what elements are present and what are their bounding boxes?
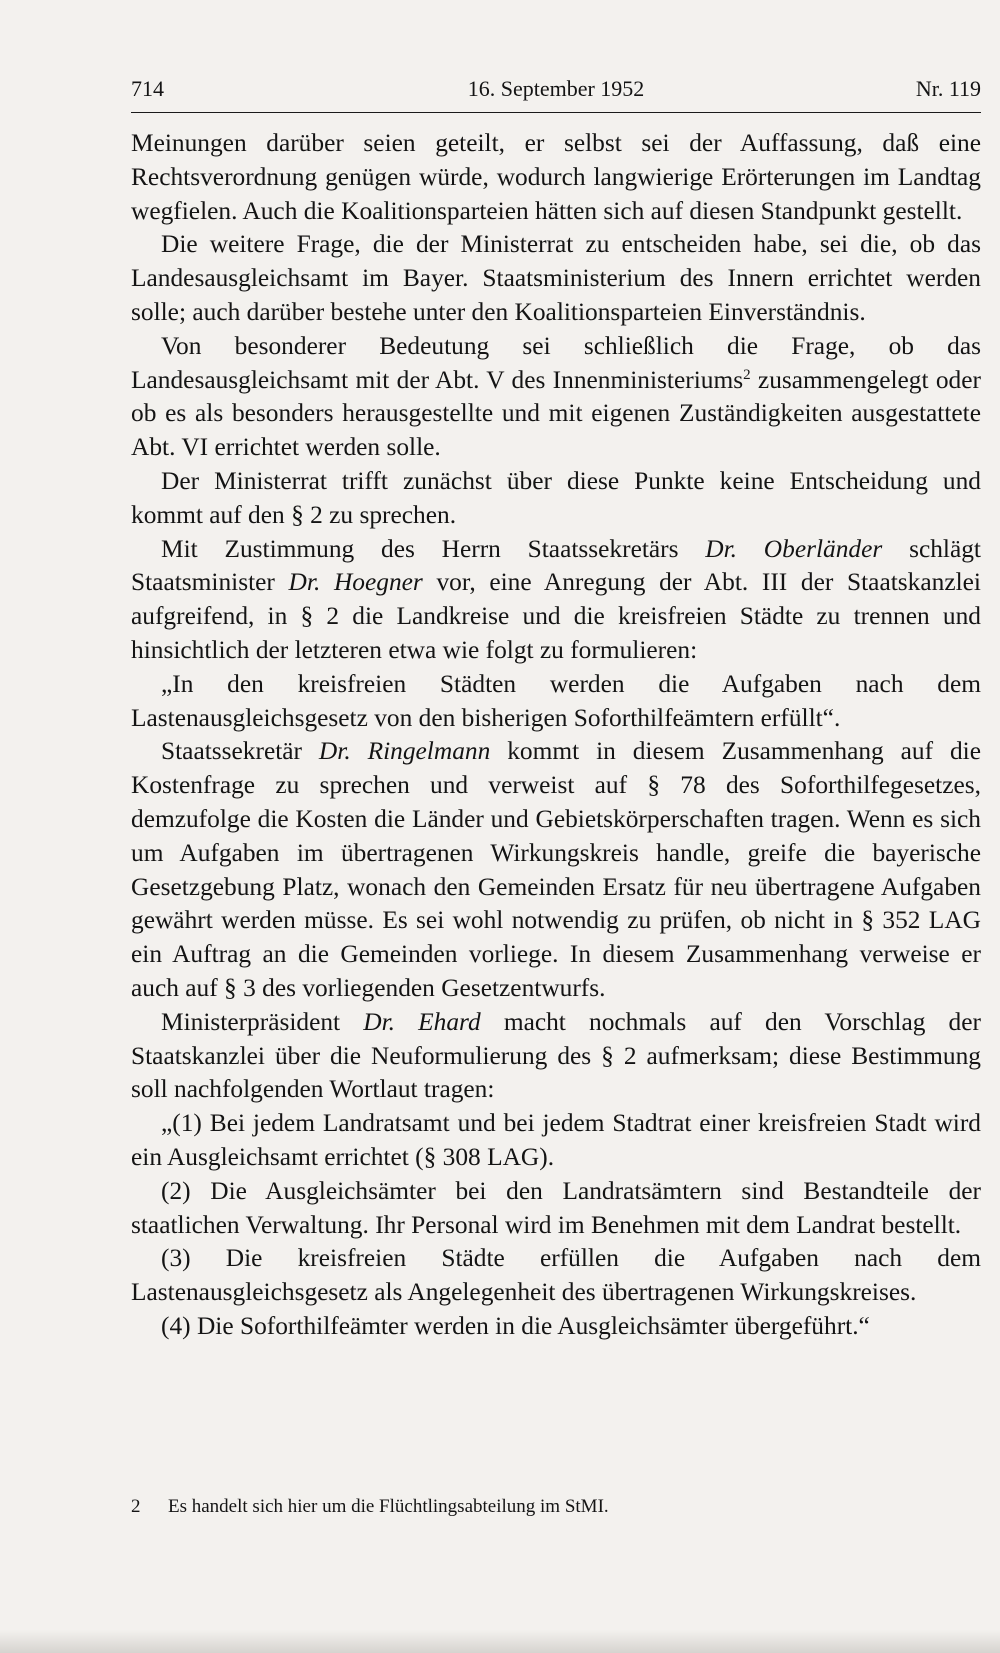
footnote-reference: 2: [743, 366, 751, 383]
footnote-text: Es handelt sich hier um die Flüchtlingsabteilung im StMI.: [168, 1496, 609, 1517]
page-number: 714: [131, 76, 164, 101]
footnote: [131, 1494, 981, 1520]
quotation: „(1) Bei jedem Landratsamt und bei jedem Stadtrat einer kreisfreien Stadt wird ein Ausgleichsamt errichtet (§ 308 LAG).: [131, 1109, 981, 1171]
person-name: Dr. Hoegner: [288, 568, 423, 597]
paragraph: Die weitere Frage, die der Ministerrat zu entscheiden habe, sei die, ob das Landesausgleichsamt im Bayer. Staatsministerium des Innern errichtet werden solle; auch darüber bestehe unter den Koalitionsparteien Einverständnis.: [131, 230, 981, 326]
paragraph: Von besonderer Bedeutung sei schließlich die Frage, ob das Landesausgleichsamt mit der Abt. V des Innenministeriums$^2$ zusammengelegt oder ob es als besonders herausgestellte und mit eigenen Zuständigkeiten ausgestattete Abt. VI errichtet werden solle.: [131, 331, 981, 462]
quotation: (4) Die Soforthilfeämter werden in die Ausgleichsämter übergeführt.“: [161, 1311, 870, 1340]
person-name: Dr. Ehard: [363, 1007, 481, 1036]
person-name: Dr. Oberländer: [705, 534, 883, 563]
paragraph: Der Ministerrat trifft zunächst über diese Punkte keine Entscheidung und kommt auf den § 2 zu sprechen.: [131, 466, 981, 529]
footnote-number: 2: [131, 1496, 141, 1517]
paragraph: Meinungen darüber seien geteilt, er selbst sei der Auffassung, daß eine Rechtsverordnung genügen würde, wodurch langwierige Erörterungen im Landtag wegfielen. Auch die Koalitionsparteien hätten sich auf diesen Standpunkt gestellt.: [131, 129, 981, 225]
paragraph: Mit Zustimmung des Herrn Staatssekretärs Dr. Oberländer schlägt Staatsminister Dr. Hoegner vor, eine Anregung der Abt. III der Staatskanzlei aufgreifend, in § 2 die Landkreise und die kreisfreien Städte zu trennen und hinsichtlich der letzteren etwa wie folgt zu formulieren:: [131, 534, 981, 664]
paragraph: Ministerpräsident Dr. Ehard macht nochmals auf den Vorschlag der Staatskanzlei über die Neuformulierung des § 2 aufmerksam; diese Bestimmung soll nachfolgenden Wortlaut tragen:: [131, 1007, 981, 1104]
header-rule: [131, 112, 981, 113]
running-header: [131, 76, 981, 108]
person-name: Dr. Ringelmann: [318, 737, 491, 766]
header-date: 16. September 1952: [467, 76, 645, 101]
quotation: (2) Die Ausgleichsämter bei den Landratsämtern sind Bestandteile der staatlichen Verwaltung. Ihr Personal wird im Benehmen mit dem Landrat bestellt.: [131, 1176, 981, 1239]
paragraph: Staatssekretär Dr. Ringelmann kommt in diesem Zusammenhang auf die Kostenfrage zu sprechen und verweist auf § 78 des Soforthilfegesetzes, demzufolge die Kosten die Länder und Gebietskörperschaften tragen. Wenn es sich um Aufgaben im übertragenen Wirkungskreis handle, greife die bayerische Gesetzgebung Platz, wonach den Gemeinden Ersatz für neu übertragene Aufgaben gewährt werden müsse. Es sei wohl notwendig zu prüfen, ob nicht in § 352 LAG ein Auftrag an die Gemeinden vorliege. In diesem Zusammenhang verweise er auch auf § 3 des vorliegenden Gesetzentwurfs.: [131, 737, 981, 1002]
quotation: (3) Die kreisfreien Städte erfüllen die Aufgaben nach dem Lastenausgleichsgesetz als Angelegenheit des übertragenen Wirkungskreises.: [131, 1244, 981, 1307]
page-edge: [0, 1630, 1000, 1653]
quotation: „In den kreisfreien Städten werden die Aufgaben nach dem Lastenausgleichsgesetz von den bisherigen Soforthilfeämtern erfüllt“.: [131, 669, 981, 732]
document-number: Nr. 119: [915, 76, 981, 101]
body-text: [131, 127, 981, 1344]
